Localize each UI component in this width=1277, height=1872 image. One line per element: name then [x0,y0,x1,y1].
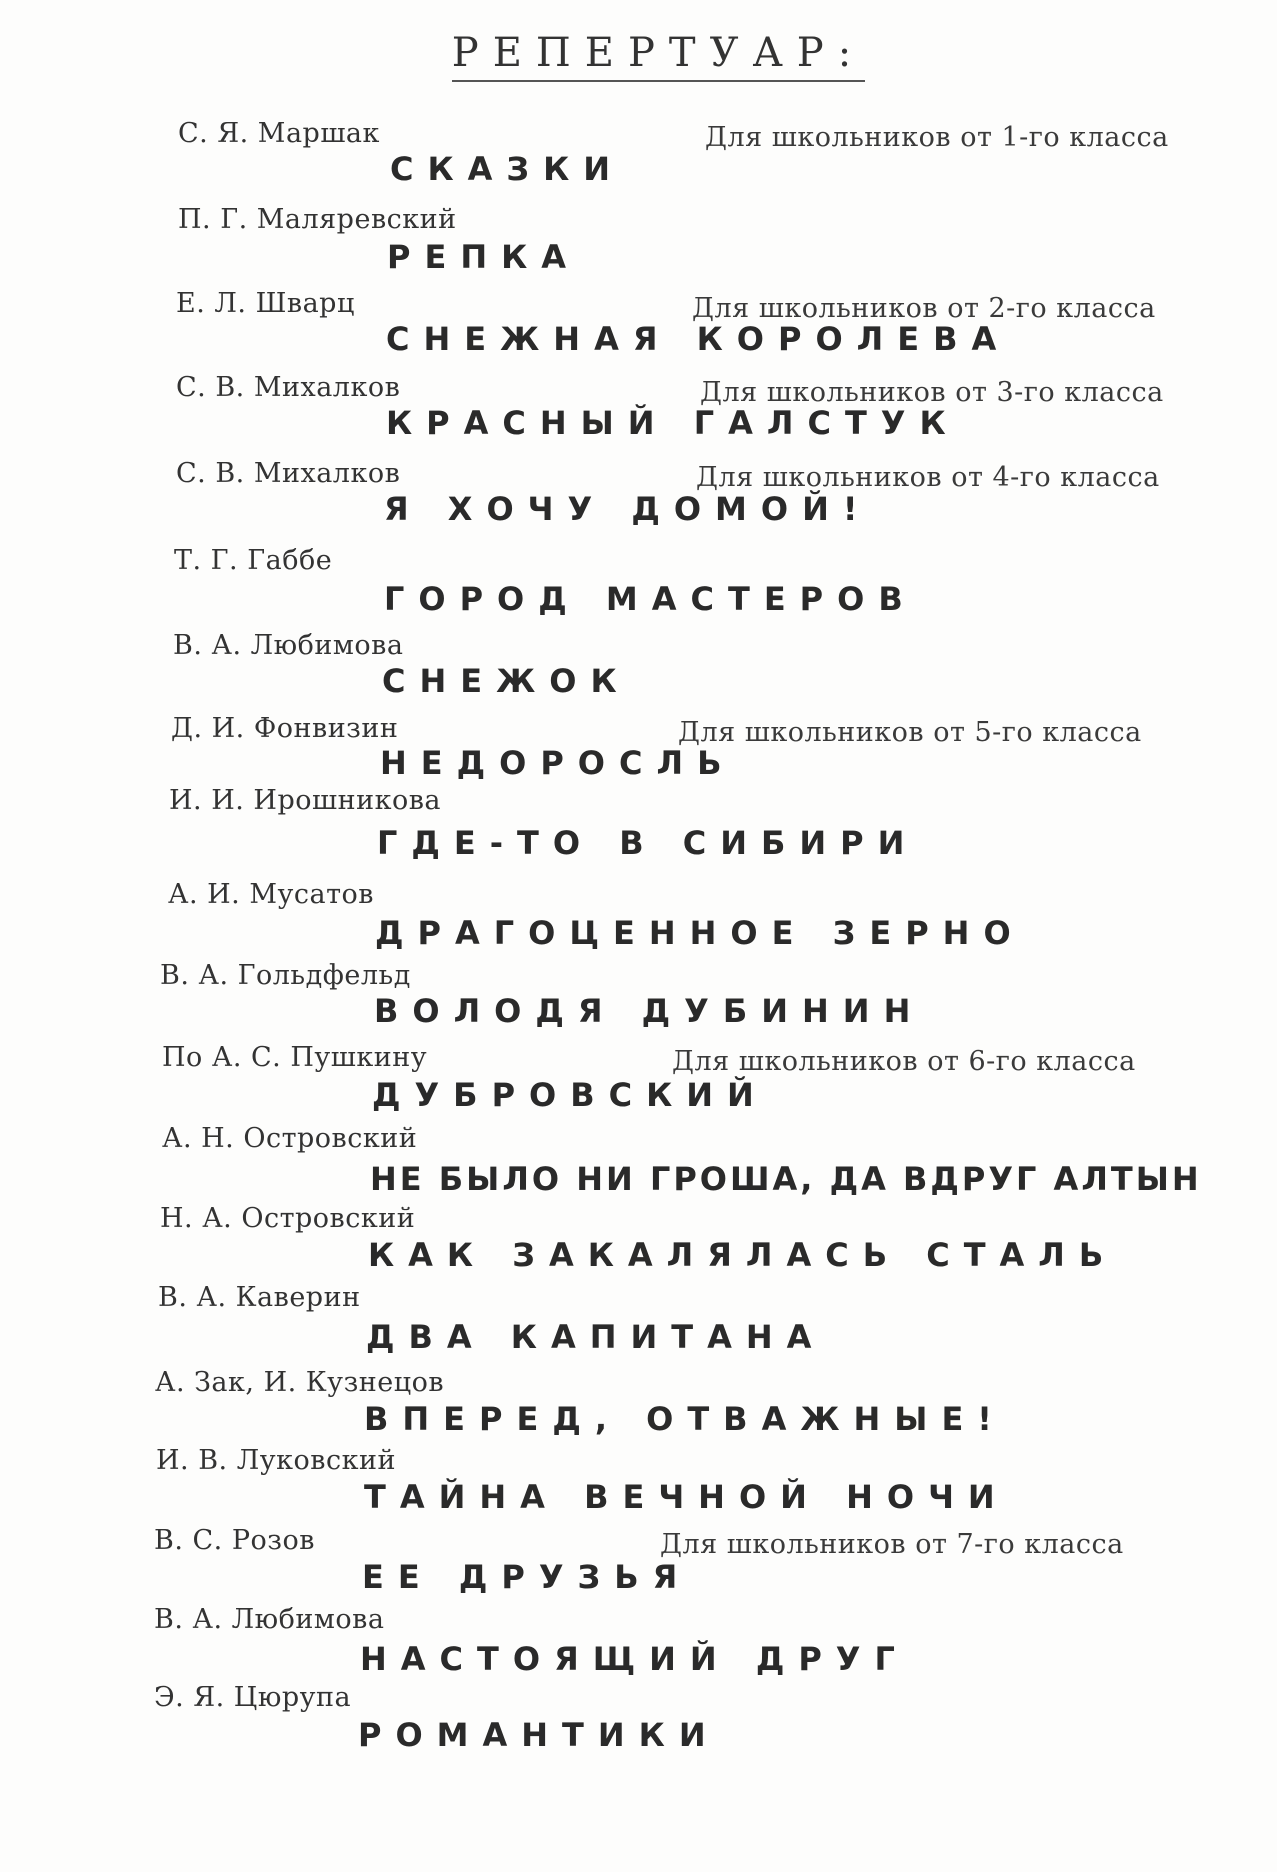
play-title: ДУБРОВСКИЙ [372,1076,768,1114]
play-title: Я ХОЧУ ДОМОЙ! [384,490,872,528]
play-title: РЕПКА [387,238,581,276]
play-title: ДРАГОЦЕННОЕ ЗЕРНО [375,914,1025,952]
play-title: ТАЙНА ВЕЧНОЙ НОЧИ [364,1478,1009,1516]
author-name: В. А. Гольдфельд [160,960,411,991]
grade-label: Для школьников от 2-го класса [692,293,1156,324]
author-name: И. И. Ирошникова [169,785,442,816]
page-heading [0,30,1277,82]
play-title: ДВА КАПИТАНА [366,1318,826,1356]
play-title: СНЕЖОК [382,662,631,700]
author-name: А. И. Мусатов [168,879,374,910]
play-title: СКАЗКИ [390,150,625,188]
play-title: РОМАНТИКИ [358,1716,720,1754]
play-title: КАК ЗАКАЛЯЛАСЬ СТАЛЬ [368,1236,1118,1274]
grade-label: Для школьников от 5-го класса [678,717,1142,748]
author-name: В. А. Любимова [173,630,404,661]
author-name: И. В. Луковский [156,1445,396,1476]
author-name: А. Н. Островский [162,1123,418,1154]
play-title: НЕДОРОСЛЬ [380,744,736,782]
grade-label: Для школьников от 4-го класса [696,462,1160,493]
author-name: С. Я. Маршак [178,118,380,149]
grade-label: Для школьников от 3-го класса [700,377,1164,408]
play-title: СНЕЖНАЯ КОРОЛЕВА [386,320,1011,358]
author-name: С. В. Михалков [176,458,401,489]
author-name: В. С. Розов [154,1525,315,1556]
play-title: ВПЕРЕД, ОТВАЖНЫЕ! [364,1400,1006,1438]
play-title: КРАСНЫЙ ГАЛСТУК [386,404,960,442]
play-title: НЕ БЫЛО НИ ГРОША, ДА ВДРУГ АЛТЫН [370,1160,1202,1198]
author-name: В. А. Любимова [154,1604,385,1635]
play-title: ВОЛОДЯ ДУБИНИН [374,992,925,1030]
play-title: ГДЕ-ТО В СИБИРИ [377,824,919,862]
grade-label: Для школьников от 7-го класса [660,1529,1124,1560]
author-name: В. А. Каверин [158,1282,361,1313]
author-name: С. В. Михалков [176,372,401,403]
play-title: ГОРОД МАСТЕРОВ [384,580,917,618]
grade-label: Для школьников от 1-го класса [705,122,1169,153]
author-name: Э. Я. Цюрупа [154,1682,352,1713]
author-name: П. Г. Маляревский [178,204,457,235]
author-name: По А. С. Пушкину [162,1042,428,1073]
play-title: НАСТОЯЩИЙ ДРУГ [360,1640,909,1678]
author-name: А. Зак, И. Кузнецов [155,1367,445,1398]
author-name: Е. Л. Шварц [176,288,355,319]
author-name: Т. Г. Габбе [174,545,333,576]
grade-label: Для школьников от 6-го класса [672,1046,1136,1077]
author-name: Н. А. Островский [160,1203,416,1234]
play-title: ЕЕ ДРУЗЬЯ [362,1558,692,1596]
author-name: Д. И. Фонвизин [171,713,399,744]
page-heading-text: РЕПЕРТУАР: [452,30,865,82]
